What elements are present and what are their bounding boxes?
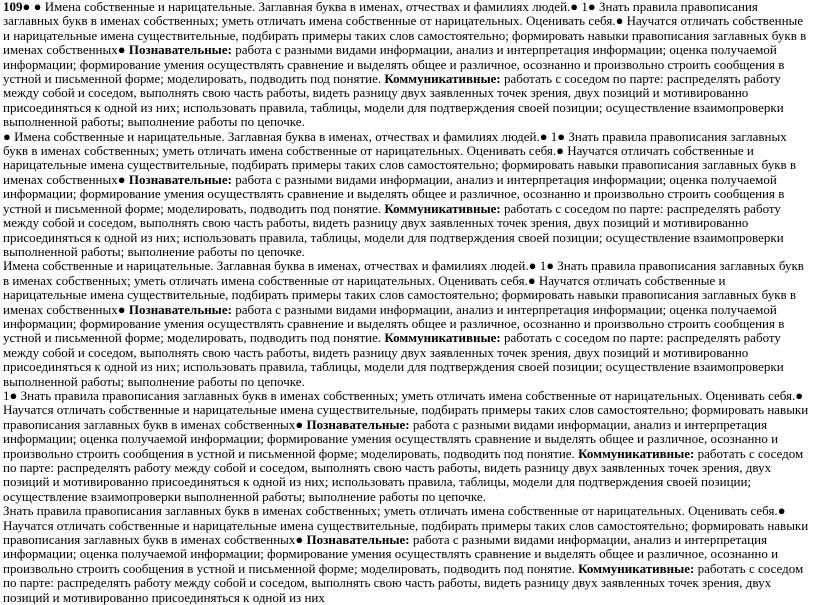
communicative-text: работать с соседом по парте: распределять работу между собой и соседом, выполнять свою часть работы, видеть разницу двух заявленных точек зрения, двух позиций и мотивированно присоединяться к одной из них xyxy=(3,560,804,605)
bullet-icon: ● xyxy=(539,128,548,144)
communicative-text: работать с соседом по парте: распределять работу между собой и соседом, выполнять свою часть работы, видеть разницу двух заявленных точек зрения, двух позиций и мотивированно присоединяться к одной из них; использовать правила, таблицы, модели для подтверждения своей позиции; осуществление взаимопроверки выполненной работы; выполнение работы по цепочке. xyxy=(3,445,804,504)
bullet-icon: ● xyxy=(795,387,804,403)
communicative-label: Коммуникативные: xyxy=(384,200,501,216)
bullet-icon: ● xyxy=(587,0,596,14)
cognitive-label: Познавательные: xyxy=(303,416,410,432)
cognitive-label: Познавательные: xyxy=(125,171,232,187)
bullet-icon: ● xyxy=(117,171,126,187)
lesson-number: 109 xyxy=(3,0,23,14)
communicative-text: работать с соседом по парте: распределять работу между собой и соседом, выполнять свою часть работы, видеть разницу двух заявленных точек зрения, двух позиций и мотивированно присоединяться к одной из них; использовать правила, таблицы, модели для подтверждения своей позиции; осуществление взаимопроверки выполненной работы; выполнение работы по цепочке. xyxy=(3,330,784,389)
skills-text: Научатся отличать собственные и нарицательные имена существительные, подбирать примеры таких слов самостоятельно; формировать навыки правописания заглавных букв в именах собственных xyxy=(3,517,809,548)
paragraph-2 xyxy=(3,130,811,260)
communicative-label: Коммуникативные: xyxy=(578,560,695,576)
bullet-icon: ● xyxy=(528,258,537,274)
bullet-icon: ● xyxy=(22,0,31,14)
subject-results: Знать правила правописания заглавных букв в именах собственных; уметь отличать имена собственные от нарицательных. Оценивать себя. xyxy=(3,258,804,288)
skills-text: Научатся отличать собственные и нарицательные имена существительные, подбирать примеры таких слов самостоятельно; формировать навыки правописания заглавных букв в именах собственных xyxy=(3,402,809,432)
communicative-text: работать с соседом по парте: распределять работу между собой и соседом, выполнять свою часть работы, видеть разницу двух заявленных точек зрения, двух позиций и мотивированно присоединяться к одной из них; использовать правила, таблицы, модели для подтверждения своей позиции; осуществление взаимопроверки выполненной работы; выполнение работы по цепочке. xyxy=(3,200,784,259)
cognitive-text: работа с разными видами информации, анализ и интерпретация информации; оценка получаемой информации; формирование умения осуществлять сравнение и выделять общее и различное, осознанно и произвольно строить сообщения в устной и письменной форме; моделировать, подводить под понятие. xyxy=(3,532,779,576)
cognitive-text: работа с разными видами информации, анализ и интерпретация информации; оценка получаемой информации; формирование умения осуществлять сравнение и выделять общее и различное, осознанно и произвольно строить сообщения в устной и письменной форме; моделировать, подводить под понятие. xyxy=(3,171,785,216)
cognitive-text: работа с разными видами информации, анализ и интерпретация информации; оценка получаемой информации; формирование умения осуществлять сравнение и выделять общее и различное, осознанно и произвольно строить сообщения в устной и письменной форме; моделировать, подводить под понятие. xyxy=(3,416,779,461)
cognitive-text: работа с разными видами информации, анализ и интерпретация информации; оценка получаемой информации; формирование умения осуществлять сравнение и выделять общее и различное, осознанно и произвольно строить сообщения в устной и письменной форме; моделировать, подводить под понятие. xyxy=(3,42,785,87)
communicative-label: Коммуникативные: xyxy=(578,445,695,461)
skills-text: Научатся отличать собственные и нарицательные имена существительные, подбирать примеры таких слов самостоятельно; формировать навыки правописания заглавных букв в именах собственных xyxy=(3,13,807,58)
bullet-icon: ● xyxy=(557,128,566,144)
bullet-icon: ● xyxy=(546,258,555,274)
bullet-icon: ● xyxy=(117,42,126,58)
paragraph-5 xyxy=(3,504,811,605)
bullet-icon: ● xyxy=(3,128,11,144)
paragraph-1 xyxy=(3,0,811,130)
lesson-topic: ● Имена собственные и нарицательные. Заглавная буква в именах, отчествах и фамилиях людей. xyxy=(30,0,571,14)
hours-count: 1 xyxy=(547,128,558,144)
hours-count: 1 xyxy=(578,0,588,14)
bullet-icon: ● xyxy=(9,387,18,403)
subject-results: Знать правила правописания заглавных букв в именах собственных; уметь отличать имена собственные от нарицательных. Оценивать себя. xyxy=(3,503,778,519)
bullet-icon: ● xyxy=(615,13,624,29)
skills-text: Научатся отличать собственные и нарицательные имена существительные, подбирать примеры таких слов самостоятельно; формировать навыки правописания заглавных букв в именах собственных xyxy=(3,272,797,317)
bullet-icon: ● xyxy=(777,503,786,519)
hours-count: 1 xyxy=(536,258,547,274)
cognitive-text: работа с разными видами информации, анализ и интерпретация информации; оценка получаемой информации; формирование умения осуществлять сравнение и выделять общее и различное, осознанно и произвольно строить сообщения в устной и письменной форме; моделировать, подводить под понятие. xyxy=(3,301,785,346)
bullet-icon: ● xyxy=(556,143,564,159)
communicative-label: Коммуникативные: xyxy=(384,71,501,87)
lesson-topic: Имена собственные и нарицательные. Заглавная буква в именах, отчествах и фамилиях людей. xyxy=(10,128,540,144)
bullet-icon: ● xyxy=(570,0,579,14)
bullet-icon: ● xyxy=(117,301,126,317)
bullet-icon: ● xyxy=(527,272,536,288)
skills-text: Научатся отличать собственные и нарицательные имена существительные, подбирать примеры таких слов самостоятельно; формировать навыки правописания заглавных букв в именах собственных xyxy=(3,143,797,187)
bullet-icon: ● xyxy=(295,416,304,432)
cognitive-label: Познавательные: xyxy=(125,42,232,58)
bullet-icon: ● xyxy=(295,532,304,548)
hours-count: 1 xyxy=(3,387,10,403)
subject-results: Знать правила правописания заглавных букв в именах собственных; уметь отличать имена собственные от нарицательных. Оценивать себя. xyxy=(3,128,787,159)
subject-results: Знать правила правописания заглавных букв в именах собственных; уметь отличать имена собственные от нарицательных. Оценивать себя. xyxy=(17,387,796,403)
cognitive-label: Познавательные: xyxy=(125,301,232,317)
communicative-text: работать с соседом по парте: распределять работу между собой и соседом, выполнять свою часть работы, видеть разницу двух заявленных точек зрения, двух позиций и мотивированно присоединяться к одной из них; использовать правила, таблицы, модели для подтверждения своей позиции; осуществление взаимопроверки выполненной работы; выполнение работы по цепочке. xyxy=(3,71,784,130)
communicative-label: Коммуникативные: xyxy=(384,330,501,346)
lesson-topic: Имена собственные и нарицательные. Заглавная буква в именах, отчествах и фамилиях людей. xyxy=(3,258,529,274)
paragraph-3 xyxy=(3,259,811,389)
cognitive-label: Познавательные: xyxy=(303,532,410,548)
subject-results: Знать правила правописания заглавных букв в именах собственных; уметь отличать имена собственные от нарицательных. Оценивать себя. xyxy=(3,0,758,29)
paragraph-4 xyxy=(3,389,811,504)
